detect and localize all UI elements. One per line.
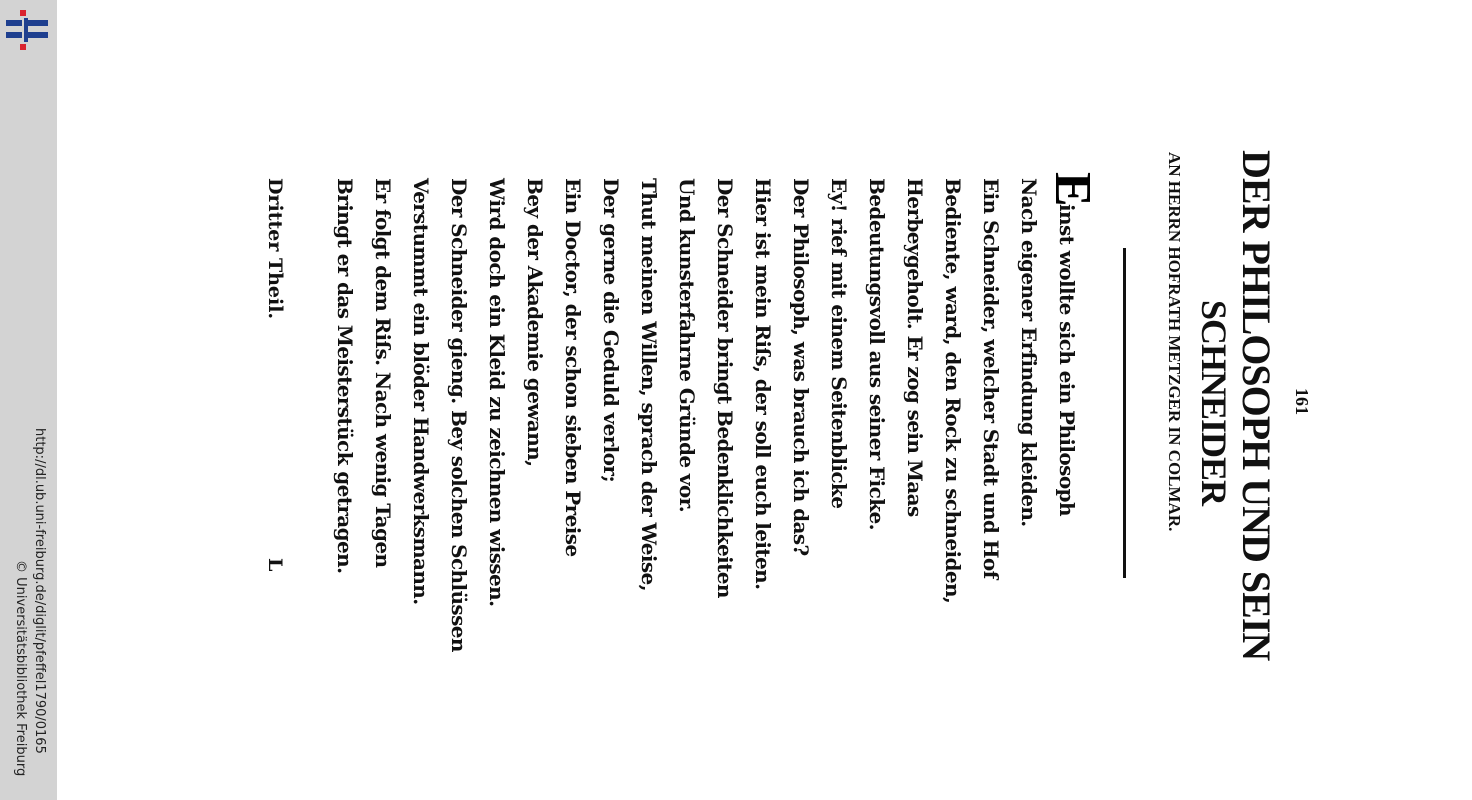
poem-line: Bringt er das Meisterstück getragen. bbox=[333, 178, 357, 574]
poem-line: Der Schneider gieng. Bey solchen Schlüssen bbox=[447, 178, 471, 652]
footer-signature: Dritter Theil. bbox=[264, 178, 286, 320]
poem-line: Herbeygeholt. Er zog sein Maas bbox=[903, 178, 927, 517]
poem-line: Bediente, ward, den Rock zu schneiden, bbox=[941, 178, 965, 604]
poem-line: Bey der Akademie gewann, bbox=[523, 178, 547, 467]
poem-line: Und kunsterfahrne Gründe vor. bbox=[675, 178, 699, 513]
dedication: AN HERRN HOFRATH METZGER IN COLMAR. bbox=[1165, 152, 1184, 532]
footer-mark: L bbox=[264, 558, 286, 572]
page-number: 161 bbox=[1292, 388, 1312, 415]
poem-line: Thut meinen Willen, sprach der Weise, bbox=[637, 178, 661, 592]
poem-line: Nach eigener Erfindung kleiden. bbox=[1017, 178, 1041, 527]
source-url: http://dl.ub.uni-freiburg.de/diglit/pfeffel1790/0165 bbox=[32, 428, 47, 754]
poem-title-line2: SCHNEIDER bbox=[1194, 300, 1234, 506]
poem-line: Ein Doctor, der schon sieben Preise bbox=[561, 178, 585, 557]
poem-line: Der Philosoph, was brauch ich das? bbox=[789, 178, 813, 556]
poem-line: Der Schneider bringt Bedenklichkeiten bbox=[713, 178, 737, 598]
drop-cap: E bbox=[1044, 172, 1101, 207]
poem-title: DER PHILOSOPH UND SEIN bbox=[1234, 150, 1279, 661]
poem-line: Hier ist mein Riſs, der soll euch leiten. bbox=[751, 178, 775, 590]
poem-line: Wird doch ein Kleid zu zeichnen wissen. bbox=[485, 178, 509, 607]
poem-line: Ey! rief mit einem Seitenblicke bbox=[827, 178, 851, 509]
poem-line: Der gerne die Geduld verlor; bbox=[599, 178, 623, 483]
copyright: © Universitätsbibliothek Freiburg bbox=[13, 560, 28, 777]
poem-line: inst wollte sich ein Philosoph bbox=[1055, 204, 1079, 516]
poem-line: Ein Schneider, welcher Stadt und Hof bbox=[979, 178, 1003, 579]
poem-line: Verstummt ein blöder Handwerksmann. bbox=[409, 178, 433, 605]
poem-line: Er folgt dem Riſs. Nach wenig Tagen bbox=[371, 178, 395, 568]
divider-rule bbox=[1123, 248, 1126, 578]
poem-line: Bedeutungsvoll aus seiner Ficke. bbox=[865, 178, 889, 530]
